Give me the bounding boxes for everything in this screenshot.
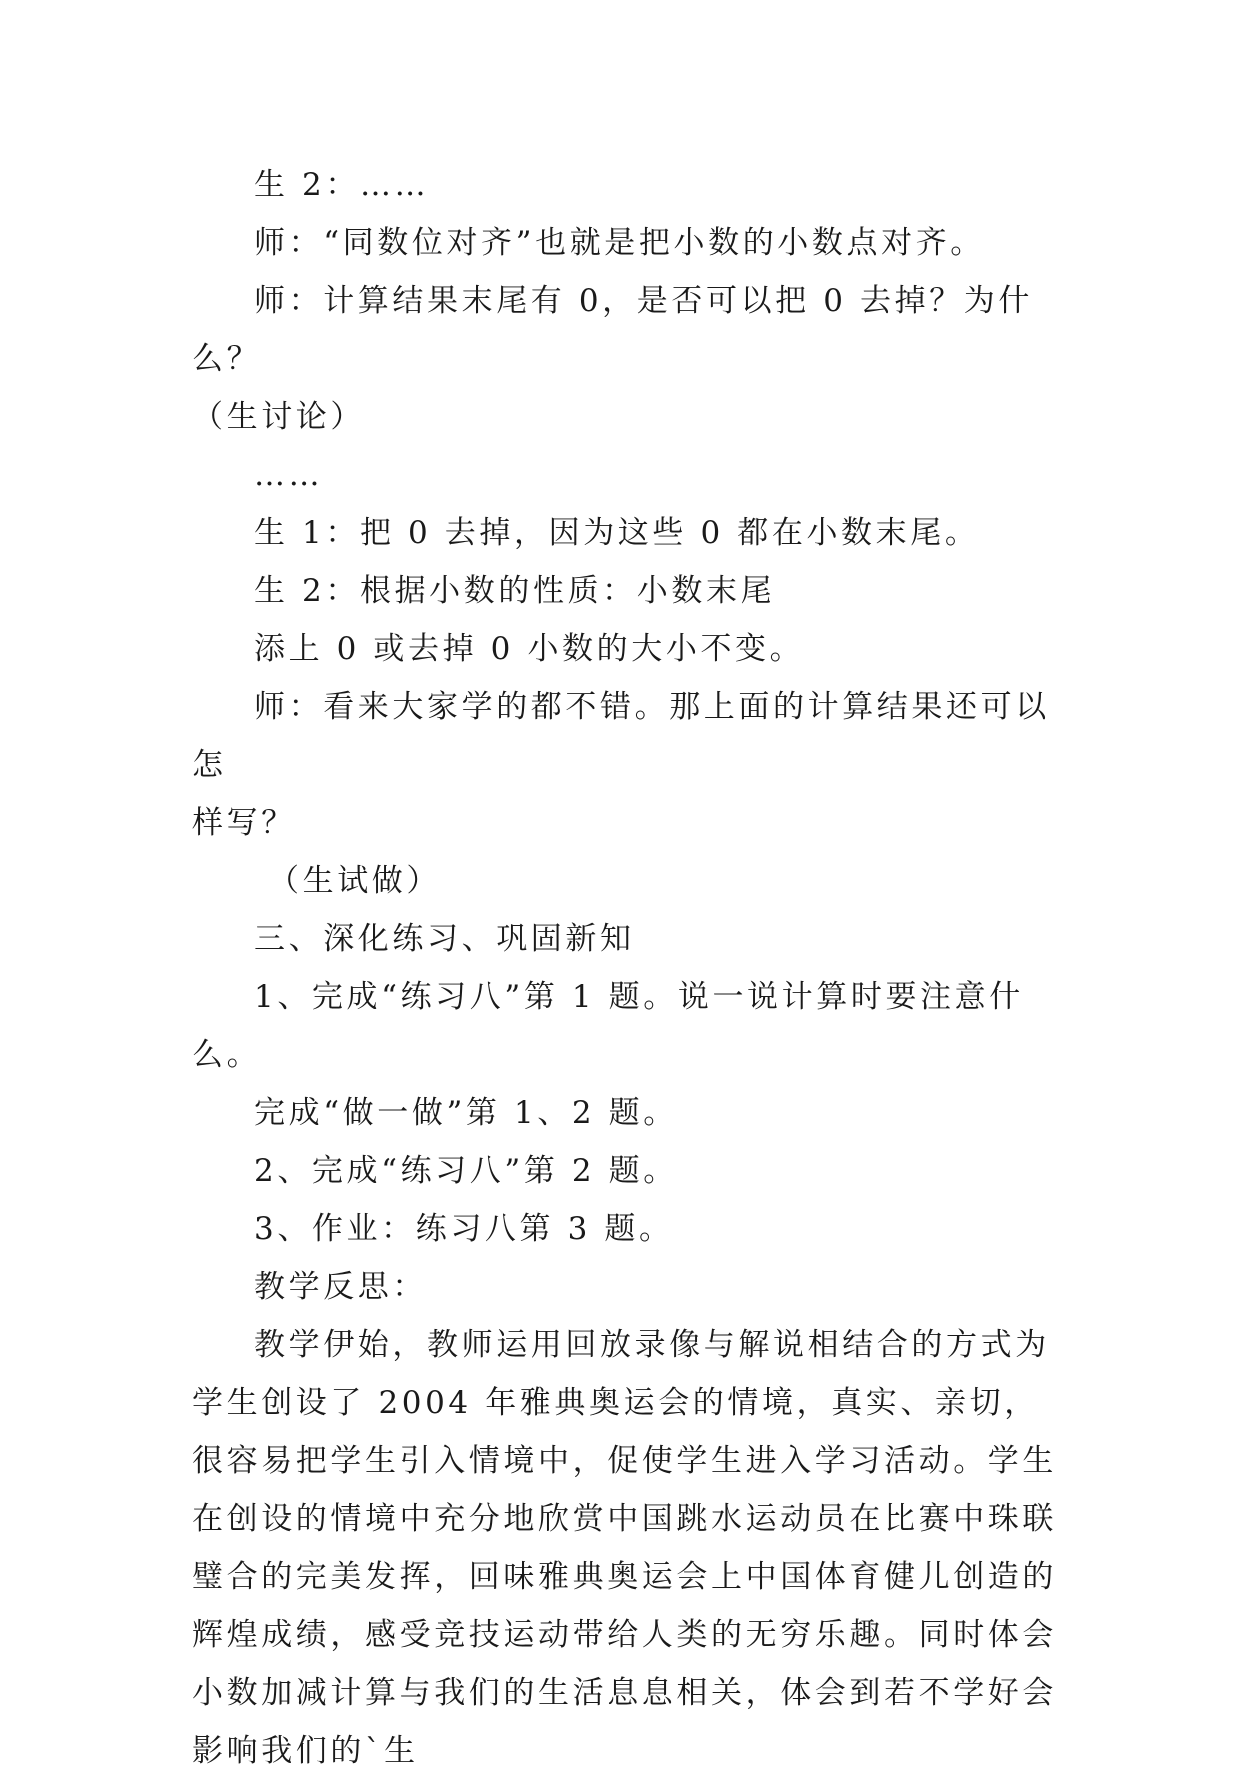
exercise-item-1-sub: 完成“做一做”第 1、2 题。 bbox=[254, 1095, 678, 1131]
line-student2-answer-cont: 添上 0 或去掉 0 小数的大小不变。 bbox=[254, 631, 805, 667]
line-student-try: （生试做） bbox=[268, 863, 441, 899]
document-body bbox=[192, 156, 1072, 1780]
line-teacher-praise: 师：看来大家学的都不错。那上面的计算结果还可以怎 bbox=[192, 689, 1050, 783]
line-ellipsis: …… bbox=[254, 457, 324, 493]
exercise-item-3: 3、作业：练习八第 3 题。 bbox=[254, 1211, 674, 1247]
line-student2-answer: 生 2：根据小数的性质：小数末尾 bbox=[254, 573, 776, 609]
line-teacher-praise-cont: 样写？ bbox=[192, 805, 296, 841]
line-teacher-question: 师：计算结果末尾有 0，是否可以把 0 去掉？为什么？ bbox=[192, 283, 1034, 377]
line-student1-answer: 生 1：把 0 去掉，因为这些 0 都在小数末尾。 bbox=[254, 515, 980, 551]
reflection-paragraph: 教学伊始，教师运用回放录像与解说相结合的方式为学生创设了 2004 年雅典奥运会的情境，真实、亲切，很容易把学生引入情境中，促使学生进入学习活动。学生在创设的情境中充分地欣赏中国跳水运动员在比赛中珠联璧合的完美发挥，回味雅典奥运会上中国体育健儿创造的辉煌成绩，感受竞技运动带给人类的无穷乐趣。同时体会小数加减计算与我们的生活息息相关，体会到若不学好会影响我们的`生 bbox=[192, 1327, 1057, 1769]
exercise-item-1: 1、完成“练习八”第 1 题。说一说计算时要注意什么。 bbox=[192, 979, 1024, 1073]
section-heading-practice: 三、深化练习、巩固新知 bbox=[254, 921, 635, 957]
line-teacher-align: 师：“同数位对齐”也就是把小数的小数点对齐。 bbox=[254, 225, 985, 261]
line-student2-ellipsis: 生 2：…… bbox=[254, 167, 430, 203]
section-heading-reflection: 教学反思： bbox=[254, 1269, 427, 1305]
exercise-item-2: 2、完成“练习八”第 2 题。 bbox=[254, 1153, 678, 1189]
line-student-discuss: （生讨论） bbox=[192, 399, 365, 435]
